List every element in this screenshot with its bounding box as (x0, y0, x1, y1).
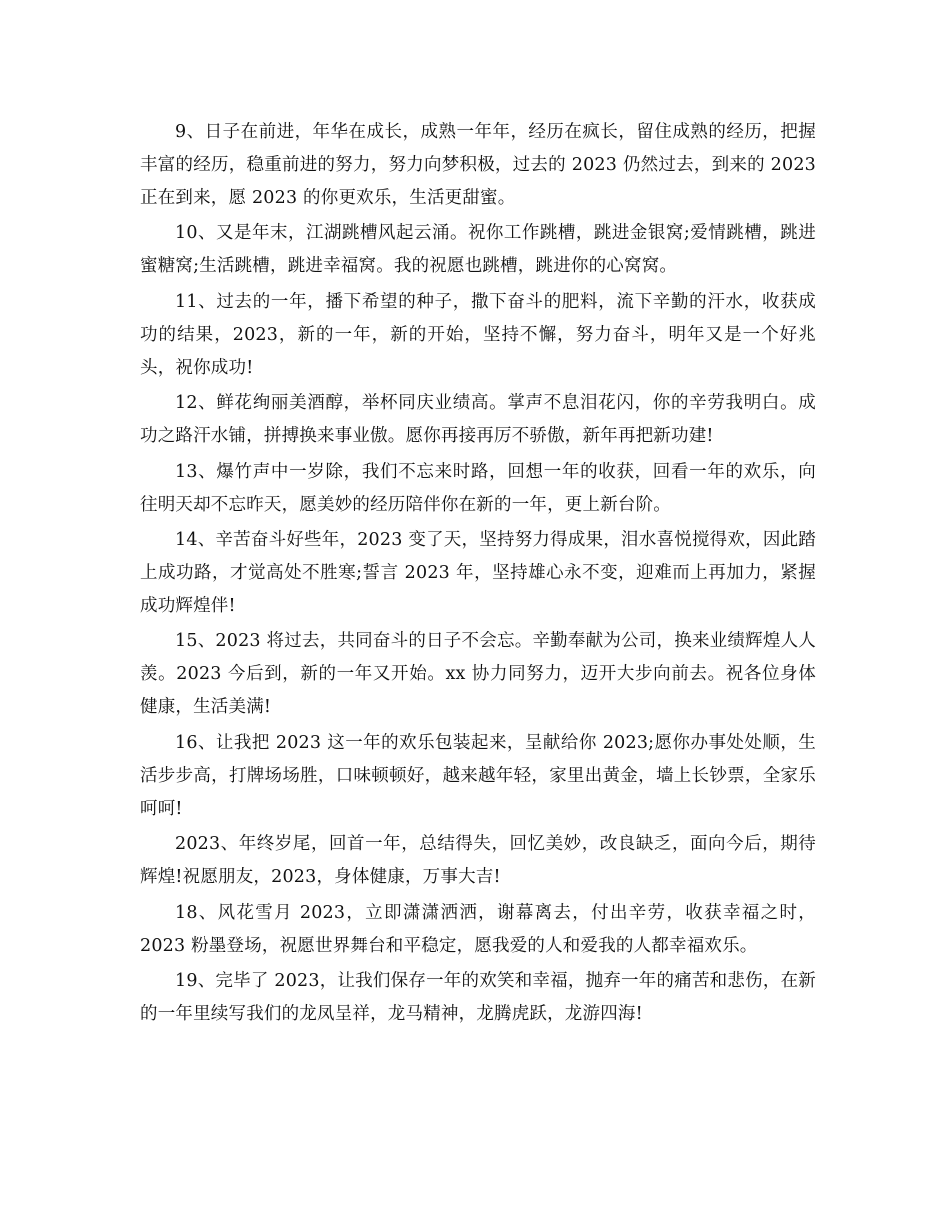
paragraph-11: 11、过去的一年，播下希望的种子，撒下奋斗的肥料，流下辛勤的汗水，收获成功的结果，2023，新的一年，新的开始，坚持不懈，努力奋斗，明年又是一个好兆头，祝你成功! (140, 291, 816, 378)
paragraph-13: 13、爆竹声中一岁除，我们不忘来时路，回想一年的收获，回看一年的欢乐，向往明天却不忘昨天，愿美妙的经历陪伴你在新的一年，更上新台阶。 (140, 461, 816, 515)
document-body (140, 116, 816, 1033)
paragraph-16: 16、让我把 2023 这一年的欢乐包装起来，呈献给你 2023;愿你办事处处顺，生活步步高，打牌场场胜，口味顿顿好，越来越年轻，家里出黄金，墙上长钞票，全家乐呵呵! (140, 732, 816, 819)
paragraph-10: 10、又是年末，江湖跳槽风起云涌。祝你工作跳槽，跳进金银窝;爱情跳槽，跳进蜜糖窝;生活跳槽，跳进幸福窝。我的祝愿也跳槽，跳进你的心窝窝。 (140, 223, 816, 277)
paragraph-19: 19、完毕了 2023，让我们保存一年的欢笑和幸福，抛弃一年的痛苦和悲伤，在新的一年里续写我们的龙凤呈祥，龙马精神，龙腾虎跃，龙游四海! (140, 970, 816, 1024)
paragraph-9: 9、日子在前进，年华在成长，成熟一年年，经历在疯长，留住成熟的经历，把握丰富的经历，稳重前进的努力，努力向梦积极，过去的 2023 仍然过去，到来的 2023 正在到来，愿 2023 的你更欢乐，生活更甜蜜。 (140, 122, 816, 208)
paragraph-2023: 2023、年终岁尾，回首一年，总结得失，回忆美妙，改良缺乏，面向今后，期待辉煌!祝愿朋友，2023，身体健康，万事大吉! (140, 834, 816, 888)
paragraph-12: 12、鲜花绚丽美酒醇，举杯同庆业绩高。掌声不息泪花闪，你的辛劳我明白。成功之路汗水铺，拼搏换来事业傲。愿你再接再厉不骄傲，新年再把新功建! (140, 393, 816, 447)
paragraph-14: 14、辛苦奋斗好些年，2023 变了天，坚持努力得成果，泪水喜悦搅得欢，因此踏上成功路，才觉高处不胜寒;誓言 2023 年，坚持雄心永不变，迎难而上再加力，紧握成功辉煌伴! (140, 529, 816, 616)
paragraph-18: 18、风花雪月 2023，立即潇潇洒洒，谢幕离去，付出辛劳，收获幸福之时，2023 粉墨登场，祝愿世界舞台和平稳定，愿我爱的人和爱我的人都幸福欢乐。 (140, 902, 816, 956)
paragraph-15: 15、2023 将过去，共同奋斗的日子不会忘。辛勤奉献为公司，换来业绩辉煌人人羡。2023 今后到，新的一年又开始。xx 协力同努力，迈开大步向前去。祝各位身体健康，生活美满! (140, 631, 816, 718)
